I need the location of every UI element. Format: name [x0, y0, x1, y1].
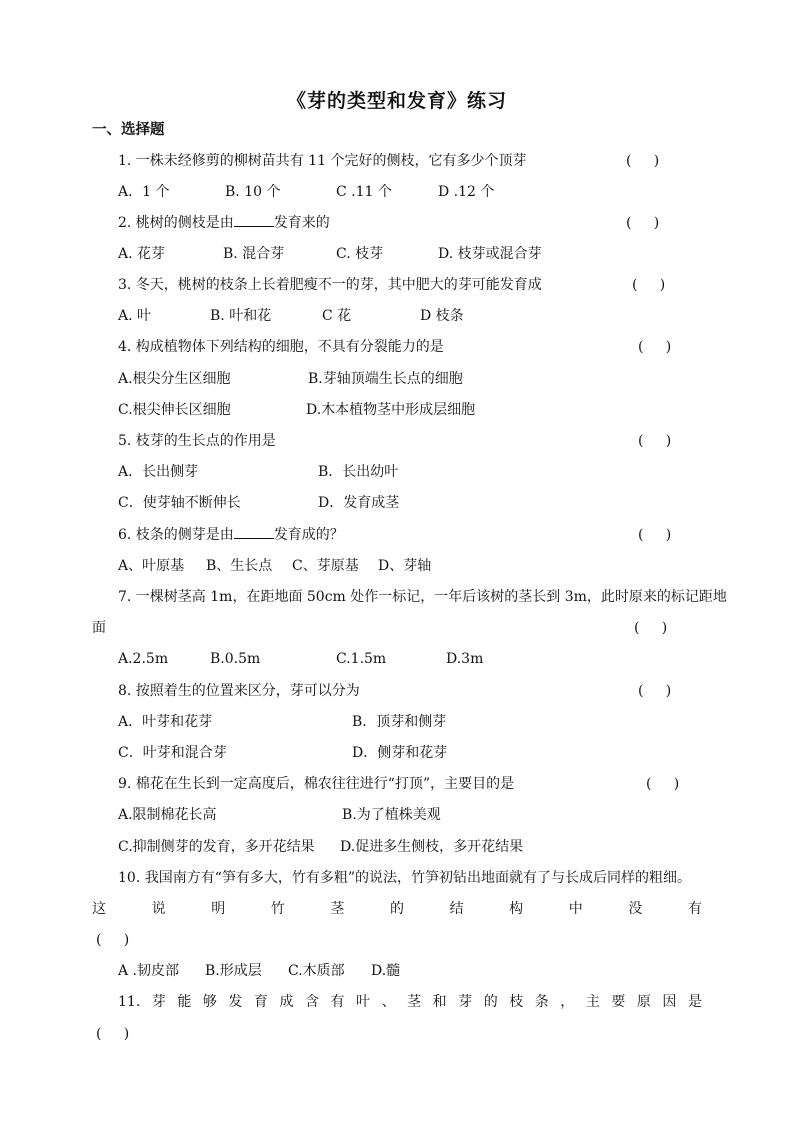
spread-char: 11. [118, 994, 141, 1010]
fill-in-blank [234, 214, 274, 227]
question-4-stem: 4. 构成植物体下列结构的细胞，不具有分裂能力的是 [118, 339, 444, 355]
question-10-option-b: B.形成层 [205, 963, 262, 979]
question-1-option-c: C .11 个 [336, 184, 392, 200]
page-title: 《芽的类型和发育》练习 [286, 90, 507, 112]
question-3-option-a: A. 叶 [118, 308, 152, 324]
spread-char: 这 [92, 901, 106, 917]
question-6-stem-pre: 6. 枝条的侧芽是由 [118, 527, 234, 543]
spread-char: 能 [177, 994, 192, 1010]
spread-char: 竹 [270, 901, 285, 917]
question-10-answer-blank: ( ) [96, 932, 130, 948]
question-5-stem: 5. 枝芽的生长点的作用是 [118, 433, 276, 449]
spread-char: 和 [432, 994, 447, 1010]
question-8-option-d: D．侧芽和花芽 [352, 745, 448, 761]
question-11-stem [118, 993, 702, 1011]
question-7-option-b: B.0.5m [210, 651, 261, 667]
question-4-option-d: D.木本植物茎中形成层细胞 [306, 402, 476, 418]
question-3-stem: 3. 冬天，桃树的枝条上长着肥瘦不一的芽，其中肥大的芽可能发育成 [118, 277, 542, 293]
question-7-option-d: D.3m [446, 651, 484, 667]
question-10-stem-continued [92, 900, 702, 918]
spread-char: 说 [151, 901, 166, 917]
question-6-answer-blank: ( ) [638, 527, 672, 543]
question-2-stem-post: 发育来的 [273, 215, 330, 231]
question-3-option-d: D 枝条 [420, 308, 464, 324]
spread-char: 、 [381, 994, 396, 1010]
question-6-option-d: D、芽轴 [378, 558, 432, 574]
spread-char: 茎 [407, 994, 422, 1010]
spread-char: 构 [509, 901, 524, 917]
question-4-option-b: B.芽轴顶端生长点的细胞 [308, 371, 463, 387]
question-10-stem: 10. 我国南方有“笋有多大，竹有多粗”的说法，竹笋初钻出地面就有了与长成后同样的粗细。 [118, 870, 692, 886]
spread-char: 结 [449, 901, 464, 917]
spread-char: 枝 [509, 994, 524, 1010]
question-1-option-a: A．1 个 [118, 184, 170, 200]
question-10-option-d: D.髓 [371, 963, 401, 979]
question-11-answer-blank: ( ) [96, 1026, 130, 1042]
question-7-answer-blank: ( ) [634, 620, 668, 636]
question-8-option-b: B．顶芽和侧芽 [352, 714, 447, 730]
spread-char: 的 [483, 994, 498, 1010]
question-10-option-a: A .韧皮部 [118, 963, 180, 979]
question-9-option-d: D.促进多生侧枝，多开花结果 [340, 839, 524, 855]
question-2-option-a: A. 花芽 [118, 246, 166, 262]
spread-char: 有 [330, 994, 345, 1010]
question-1-option-b: B. 10 个 [225, 184, 281, 200]
question-9-answer-blank: ( ) [646, 776, 680, 792]
question-1-option-d: D .12 个 [438, 184, 495, 200]
question-8-option-a: A．叶芽和花芽 [118, 714, 213, 730]
question-8-answer-blank: ( ) [638, 683, 672, 699]
question-6-stem-post: 发育成的？ [273, 527, 344, 543]
spread-char: 原 [636, 994, 651, 1010]
question-6-option-a: A、叶原基 [118, 558, 185, 574]
question-3-option-c: C 花 [322, 308, 352, 324]
spread-char: ， [560, 994, 575, 1010]
question-9-option-b: B.为了植株美观 [342, 807, 441, 823]
question-4-option-a: A.根尖分生区细胞 [118, 371, 231, 387]
spread-char: 叶 [356, 994, 371, 1010]
question-2-answer-blank: ( ) [626, 215, 660, 231]
question-6-option-b: B、生长点 [206, 558, 273, 574]
question-6-option-c: C、芽原基 [292, 558, 359, 574]
question-8-stem: 8. 按照着生的位置来区分，芽可以分为 [118, 683, 360, 699]
question-4-answer-blank: ( ) [638, 339, 672, 355]
question-6-stem [118, 526, 344, 544]
question-5-answer-blank: ( ) [638, 433, 672, 449]
spread-char: 够 [202, 994, 217, 1010]
spread-char: 明 [211, 901, 226, 917]
question-5-option-b: B．长出幼叶 [318, 464, 399, 480]
question-5-option-d: D．发育成茎 [318, 495, 400, 511]
question-9-stem: 9. 棉花在生长到一定高度后，棉农往往进行“打顶”，主要目的是 [118, 776, 515, 792]
question-5-option-c: C．使芽轴不断伸长 [118, 495, 241, 511]
question-2-stem-pre: 2. 桃树的侧枝是由 [118, 215, 234, 231]
spread-char: 发 [228, 994, 243, 1010]
question-3-answer-blank: ( ) [632, 277, 666, 293]
spread-char: 的 [389, 901, 404, 917]
question-1-answer-blank: ( ) [626, 153, 660, 169]
spread-char: 芽 [458, 994, 473, 1010]
question-2-stem [118, 214, 330, 232]
question-10-option-c: C.木质部 [288, 963, 345, 979]
spread-char: 条 [534, 994, 549, 1010]
question-4-option-c: C.根尖伸长区细胞 [118, 402, 231, 418]
question-7-stem-continued: 面 [92, 620, 106, 636]
spread-char: 因 [662, 994, 677, 1010]
spread-char: 中 [568, 901, 583, 917]
spread-char: 主 [585, 994, 600, 1010]
spread-char: 有 [687, 901, 702, 917]
question-3-option-b: B. 叶和花 [210, 308, 272, 324]
question-9-option-a: A.限制棉花长高 [118, 807, 217, 823]
spread-char: 芽 [151, 994, 166, 1010]
question-5-option-a: A．长出侧芽 [118, 464, 199, 480]
spread-char: 是 [687, 994, 702, 1010]
question-1-stem: 1. 一株未经修剪的柳树苗共有 11 个完好的侧枝，它有多少个顶芽 [118, 153, 527, 169]
question-2-option-b: B. 混合芽 [223, 246, 285, 262]
question-9-option-c: C.抑制侧芽的发育，多开花结果 [118, 839, 315, 855]
spread-char: 没 [628, 901, 643, 917]
section-heading: 一、选择题 [92, 121, 165, 138]
spread-char: 茎 [330, 901, 345, 917]
question-7-option-a: A.2.5m [118, 651, 169, 667]
question-8-option-c: C．叶芽和混合芽 [118, 745, 227, 761]
question-2-option-c: C. 枝芽 [336, 246, 384, 262]
spread-char: 含 [304, 994, 319, 1010]
question-7-option-c: C.1.5m [336, 651, 387, 667]
question-7-stem: 7. 一棵树茎高 1m，在距地面 50cm 处作一标记，一年后该树的茎长到 3m，此时原来的标记距地 [118, 589, 727, 605]
spread-char: 要 [611, 994, 626, 1010]
question-2-option-d: D. 枝芽或混合芽 [438, 246, 542, 262]
spread-char: 成 [279, 994, 294, 1010]
spread-char: 育 [253, 994, 268, 1010]
fill-in-blank [234, 526, 274, 539]
